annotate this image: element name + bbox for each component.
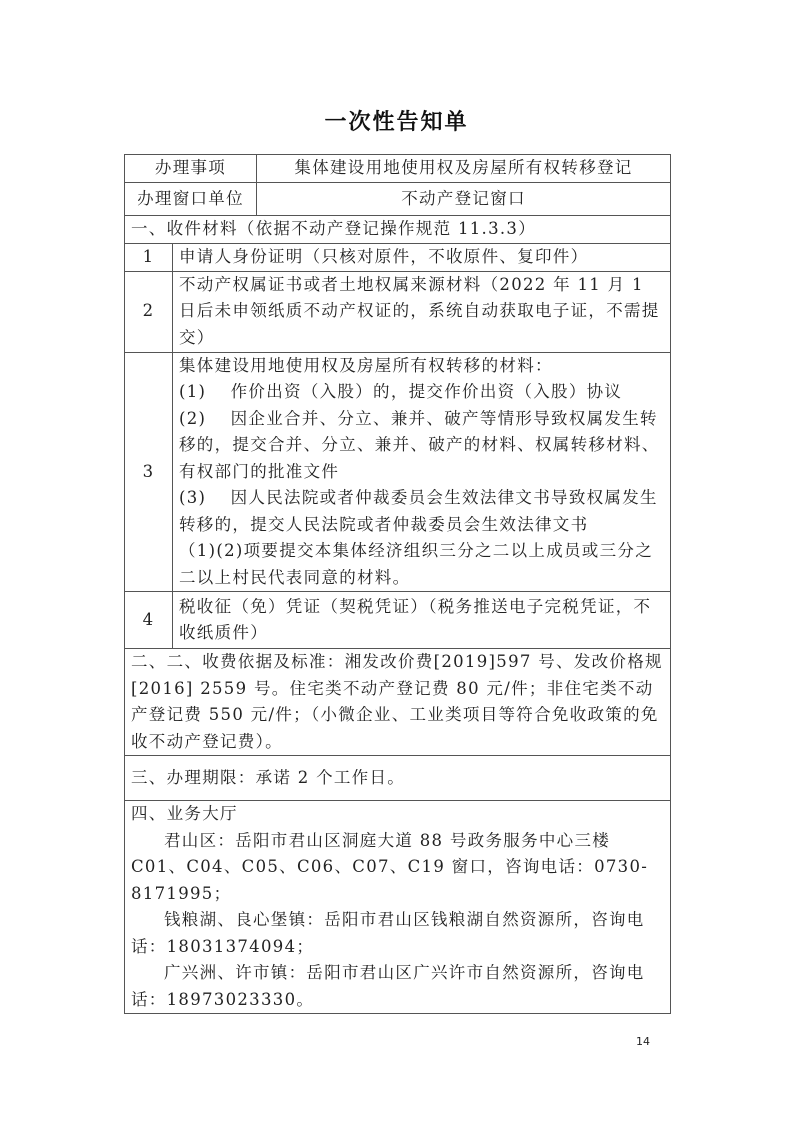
- material-text: 税收征（免）凭证（契税凭证）（税务推送电子完税凭证，不收纸质件）: [173, 592, 671, 649]
- section1-heading-row: [125, 216, 671, 244]
- material-row: [125, 271, 671, 352]
- material-line: (3) 因人民法院或者仲裁委员会生效法律文书导致权属发生转移的，提交人民法院或者仲裁委员会生效法律文书: [179, 488, 658, 534]
- service-hall-entry: 君山区：岳阳市君山区洞庭大道 88 号政务服务中心三楼 C01、C04、C05、C06、C07、C19 窗口，咨询电话：0730-8171995；: [131, 830, 649, 903]
- material-line: （1)(2)项要提交本集体经济组织三分之二以上成员或三分之二以上村民代表同意的材料。: [179, 541, 654, 587]
- service-hall-row: [125, 801, 671, 1014]
- service-hall-entry: 钱粮湖、良心堡镇：岳阳市君山区钱粮湖自然资源所，咨询电话：18031374094；: [131, 910, 645, 956]
- window-unit-value: 不动产登记窗口: [257, 183, 671, 216]
- material-text-block: [173, 352, 671, 592]
- notice-table: [124, 154, 671, 1014]
- service-hall-entry: 广兴洲、许市镇：岳阳市君山区广兴许市自然资源所，咨询电话：18973023330。: [131, 963, 645, 1009]
- service-hall-block: [125, 801, 671, 1014]
- deadline-text: 三、办理期限：承诺 2 个工作日。: [125, 756, 671, 801]
- material-row: [125, 352, 671, 592]
- material-number: 4: [125, 592, 173, 649]
- page-number: 14: [636, 1035, 650, 1048]
- deadline-row: [125, 756, 671, 801]
- item-name-value: 集体建设用地使用权及房屋所有权转移登记: [257, 155, 671, 183]
- material-number: 1: [125, 243, 173, 271]
- material-row: [125, 592, 671, 649]
- item-name-label: 办理事项: [125, 155, 257, 183]
- material-line: 集体建设用地使用权及房屋所有权转移的材料：: [179, 355, 553, 375]
- material-text: 不动产权属证书或者土地权属来源材料（2022 年 11 月 1 日后未申领纸质不动产权证的，系统自动获取电子证，不需提交）: [173, 271, 671, 352]
- row-window-unit: [125, 183, 671, 216]
- material-line: (1) 作价出资（入股）的，提交作价出资（入股）协议: [179, 382, 623, 401]
- window-unit-label: 办理窗口单位: [125, 183, 257, 216]
- material-number: 2: [125, 271, 173, 352]
- fees-row: [125, 649, 671, 756]
- section1-heading: 一、收件材料（依据不动产登记操作规范 11.3.3）: [125, 216, 671, 244]
- service-hall-heading: 四、业务大厅: [131, 804, 238, 823]
- material-text: 申请人身份证明（只核对原件，不收原件、复印件）: [173, 243, 671, 271]
- material-row: [125, 243, 671, 271]
- material-line: (2) 因企业合并、分立、兼并、破产等情形导致权属发生转移的，提交合并、分立、兼并、破产的材料、权属转移材料、有权部门的批准文件: [179, 408, 660, 481]
- page-title: 一次性告知单: [324, 110, 469, 135]
- row-item-name: [125, 155, 671, 183]
- material-number: 3: [125, 352, 173, 592]
- fees-text: 二、二、收费依据及标准：湘发改价费[2019]597 号、发改价格规[2016] 2559 号。住宅类不动产登记费 80 元/件；非住宅类不动产登记费 550 元/件；（小微企业、工业类项目等符合免收政策的免收不动产登记费）。: [125, 649, 671, 756]
